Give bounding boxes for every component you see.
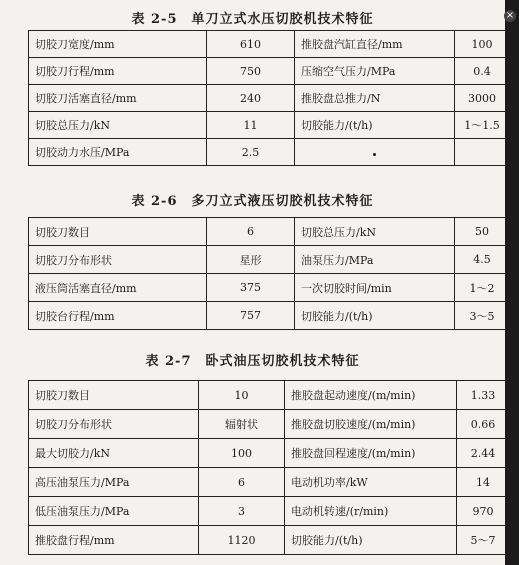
cell-value: 375 bbox=[207, 274, 295, 302]
table-row bbox=[29, 112, 510, 139]
cell-label: 切胶总压力/kN bbox=[29, 112, 207, 139]
cell-label: 切胶能力/(t/h) bbox=[285, 526, 457, 555]
cell-value: 11 bbox=[207, 112, 295, 139]
cell-value: 6 bbox=[207, 218, 295, 246]
cell-value: 5～7 bbox=[457, 526, 510, 555]
table-row bbox=[29, 468, 510, 497]
cell-label: 压缩空气压力/MPa bbox=[295, 58, 455, 85]
cell-label: 推胶盘行程/mm bbox=[29, 526, 199, 555]
cell-label: 推胶盘总推力/N bbox=[295, 85, 455, 112]
cell-empty bbox=[455, 139, 510, 166]
table-2-7-caption: 表 2-7 卧式油压切胶机技术特征 bbox=[145, 354, 360, 369]
cell-value: 240 bbox=[207, 85, 295, 112]
table-row bbox=[29, 410, 510, 439]
table-row bbox=[29, 302, 510, 330]
cell-value: 10 bbox=[199, 381, 285, 410]
cell-value: 50 bbox=[455, 218, 510, 246]
cell-value: 750 bbox=[207, 58, 295, 85]
table-2-6-caption: 表 2-6 多刀立式液压切胶机技术特征 bbox=[131, 194, 374, 209]
stray-dot bbox=[373, 153, 376, 156]
cell-value: 1.33 bbox=[457, 381, 510, 410]
table-row bbox=[29, 85, 510, 112]
cell-label: 推胶盘起动速度/(m/min) bbox=[285, 381, 457, 410]
cell-value: 0.66 bbox=[457, 410, 510, 439]
cell-value: 2.44 bbox=[457, 439, 510, 468]
table-row bbox=[29, 246, 510, 274]
cell-label: 推胶盘汽缸直径/mm bbox=[295, 31, 455, 58]
table-row bbox=[29, 218, 510, 246]
table-2-5 bbox=[28, 30, 510, 166]
cell-label: 切胶动力水压/MPa bbox=[29, 139, 207, 166]
cell-label: 低压油泵压力/MPa bbox=[29, 497, 199, 526]
cell-value: 3～5 bbox=[455, 302, 510, 330]
cell-label: 切胶刀数目 bbox=[29, 381, 199, 410]
table-row bbox=[29, 31, 510, 58]
cell-value: 4.5 bbox=[455, 246, 510, 274]
cell-label: 切胶刀宽度/mm bbox=[29, 31, 207, 58]
table-row bbox=[29, 526, 510, 555]
cell-value: 星形 bbox=[207, 246, 295, 274]
cell-value: 6 bbox=[199, 468, 285, 497]
cell-value: 1～1.5 bbox=[455, 112, 510, 139]
cell-label: 切胶能力/(t/h) bbox=[295, 112, 455, 139]
table-row bbox=[29, 274, 510, 302]
cell-label: 油泵压力/MPa bbox=[295, 246, 455, 274]
cell-label: 一次切胶时间/min bbox=[295, 274, 455, 302]
cell-value: 100 bbox=[455, 31, 510, 58]
cell-label: 液压筒活塞直径/mm bbox=[29, 274, 207, 302]
cell-label: 切胶能力/(t/h) bbox=[295, 302, 455, 330]
cell-label: 推胶盘切胶速度/(m/min) bbox=[285, 410, 457, 439]
cell-value: 2.5 bbox=[207, 139, 295, 166]
table-2-5-caption: 表 2-5 单刀立式水压切胶机技术特征 bbox=[131, 12, 374, 27]
cell-label: 切胶台行程/mm bbox=[29, 302, 207, 330]
cell-label: 切胶刀分布形状 bbox=[29, 410, 199, 439]
cell-value: 100 bbox=[199, 439, 285, 468]
viewer-right-edge bbox=[505, 0, 519, 565]
cell-value: 970 bbox=[457, 497, 510, 526]
cell-value: 1～2 bbox=[455, 274, 510, 302]
table-row bbox=[29, 381, 510, 410]
table-row bbox=[29, 58, 510, 85]
cell-label: 电动机转速/(r/min) bbox=[285, 497, 457, 526]
close-icon[interactable]: × bbox=[505, 10, 515, 21]
cell-value: 0.4 bbox=[455, 58, 510, 85]
cell-empty bbox=[295, 139, 455, 166]
cell-label: 切胶总压力/kN bbox=[295, 218, 455, 246]
cell-label: 切胶刀数目 bbox=[29, 218, 207, 246]
cell-value: 3 bbox=[199, 497, 285, 526]
cell-label: 推胶盘回程速度/(m/min) bbox=[285, 439, 457, 468]
cell-label: 最大切胶力/kN bbox=[29, 439, 199, 468]
table-row bbox=[29, 439, 510, 468]
table-row bbox=[29, 139, 510, 166]
table-2-6 bbox=[28, 217, 510, 330]
cell-value: 3000 bbox=[455, 85, 510, 112]
cell-label: 切胶刀行程/mm bbox=[29, 58, 207, 85]
cell-value: 610 bbox=[207, 31, 295, 58]
cell-label: 电动机功率/kW bbox=[285, 468, 457, 497]
table-2-7 bbox=[28, 380, 510, 555]
cell-label: 高压油泵压力/MPa bbox=[29, 468, 199, 497]
cell-value: 辐射状 bbox=[199, 410, 285, 439]
cell-value: 757 bbox=[207, 302, 295, 330]
cell-label: 切胶刀分布形状 bbox=[29, 246, 207, 274]
table-row bbox=[29, 497, 510, 526]
cell-value: 14 bbox=[457, 468, 510, 497]
cell-label: 切胶刀活塞直径/mm bbox=[29, 85, 207, 112]
cell-value: 1120 bbox=[199, 526, 285, 555]
